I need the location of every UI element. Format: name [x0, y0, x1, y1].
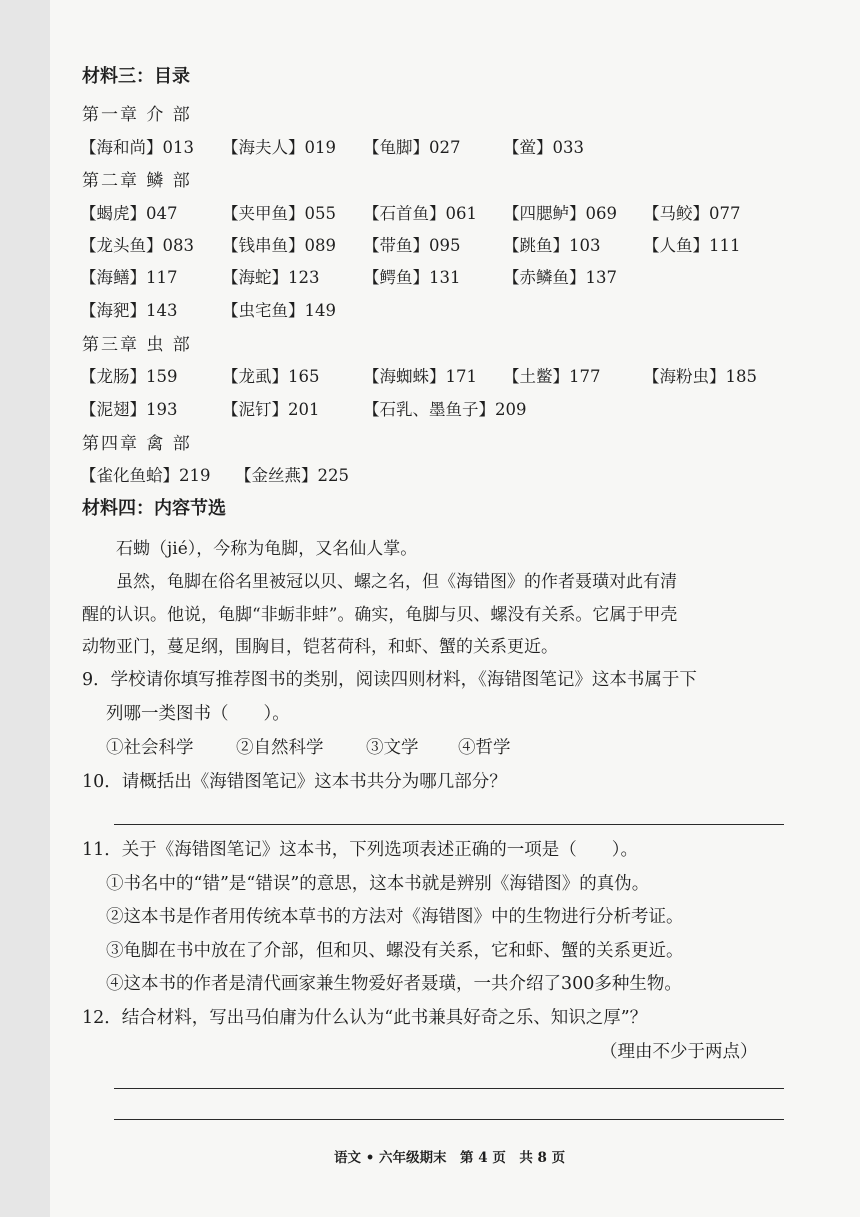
excerpt-line: 虽然，龟脚在俗名里被冠以贝、螺之名，但《海错图》的作者聂璜对此有清: [116, 572, 677, 592]
option-4: ④哲学: [458, 738, 511, 758]
option-4: ④这本书的作者是清代画家兼生物爱好者聂璜，一共介绍了300多种生物。: [106, 974, 682, 994]
question-11: 11．关于《海错图笔记》这本书，下列选项表述正确的一项是（ ）。: [82, 840, 639, 860]
toc-item: 【赤鳞鱼】137: [503, 268, 617, 287]
question-12: 12．结合材料，写出马伯庸为什么认为“此书兼具好奇之乐、知识之厚”？: [82, 1008, 648, 1028]
toc-item: 【海夫人】019: [222, 138, 336, 157]
excerpt-line: 石蜐（jié），今称为龟脚，又名仙人掌。: [116, 539, 418, 559]
answer-line[interactable]: [114, 1119, 784, 1120]
toc-item: 【带鱼】095: [363, 236, 461, 255]
toc-item: 【石乳、墨鱼子】209: [363, 400, 527, 419]
toc-item: 【马鲛】077: [643, 204, 741, 223]
toc-item: 【海蛇】123: [222, 268, 320, 287]
toc-item: 【夹甲鱼】055: [222, 204, 336, 223]
option-1: ①社会科学: [106, 738, 194, 758]
chapter-title: 第二章 鳞 部: [82, 171, 192, 191]
option-1: ①书名中的“错”是“错误”的意思，这本书就是辨别《海错图》的真伪。: [106, 874, 650, 894]
toc-item: 【龙虱】165: [222, 367, 320, 386]
toc-item: 【鲎】033: [503, 138, 584, 157]
toc-item: 【龟脚】027: [363, 138, 461, 157]
toc-item: 【海鳝】117: [80, 268, 178, 287]
toc-item: 【土鳖】177: [503, 367, 601, 386]
toc-item: 【跳鱼】103: [503, 236, 601, 255]
toc-item: 【钱串鱼】089: [222, 236, 336, 255]
material3-heading: 材料三：目录: [82, 66, 190, 87]
toc-item: 【龙头鱼】083: [80, 236, 194, 255]
material4-heading: 材料四：内容节选: [82, 498, 226, 519]
question-12-note: （理由不少于两点）: [600, 1042, 758, 1062]
question-9-continued: 列哪一类图书（ ）。: [106, 704, 290, 724]
excerpt-line: 醒的认识。他说，龟脚“非蛎非蚌”。确实，龟脚与贝、螺没有关系。它属于甲壳: [82, 605, 678, 625]
chapter-title: 第四章 禽 部: [82, 434, 192, 454]
toc-item: 【鳄鱼】131: [363, 268, 461, 287]
toc-item: 【泥翅】193: [80, 400, 178, 419]
chapter-title: 第三章 虫 部: [82, 335, 192, 355]
toc-item: 【石首鱼】061: [363, 204, 477, 223]
excerpt-line: 动物亚门，蔓足纲，围胸目，铠茗荷科，和虾、蟹的关系更近。: [82, 637, 558, 657]
chapter-title: 第一章 介 部: [82, 105, 192, 125]
toc-item: 【海蜘蛛】171: [363, 367, 477, 386]
option-3: ③文学: [366, 738, 419, 758]
toc-item: 【泥钉】201: [222, 400, 320, 419]
toc-item: 【人鱼】111: [643, 236, 741, 255]
question-10: 10．请概括出《海错图笔记》这本书共分为哪几部分？: [82, 772, 507, 792]
page-footer: 语文 • 六年级期末 第 4 页 共 8 页: [334, 1150, 566, 1166]
toc-item: 【金丝燕】225: [235, 466, 349, 485]
toc-item: 【海豝】143: [80, 301, 178, 320]
toc-item: 【龙肠】159: [80, 367, 178, 386]
option-3: ③龟脚在书中放在了介部，但和贝、螺没有关系，它和虾、蟹的关系更近。: [106, 941, 684, 961]
answer-line[interactable]: [114, 1088, 784, 1089]
toc-item: 【四腮鲈】069: [503, 204, 617, 223]
toc-item: 【海粉虫】185: [643, 367, 757, 386]
page-margin: [0, 0, 50, 1217]
question-9: 9．学校请你填写推荐图书的类别，阅读四则材料，《海错图笔记》这本书属于下: [82, 670, 697, 690]
option-2: ②这本书是作者用传统本草书的方法对《海错图》中的生物进行分析考证。: [106, 907, 684, 927]
toc-item: 【海和尚】013: [80, 138, 194, 157]
option-2: ②自然科学: [236, 738, 324, 758]
toc-item: 【雀化鱼蛤】219: [80, 466, 211, 485]
answer-line[interactable]: [114, 824, 784, 825]
toc-item: 【蝎虎】047: [80, 204, 178, 223]
toc-item: 【虫宅鱼】149: [222, 301, 336, 320]
